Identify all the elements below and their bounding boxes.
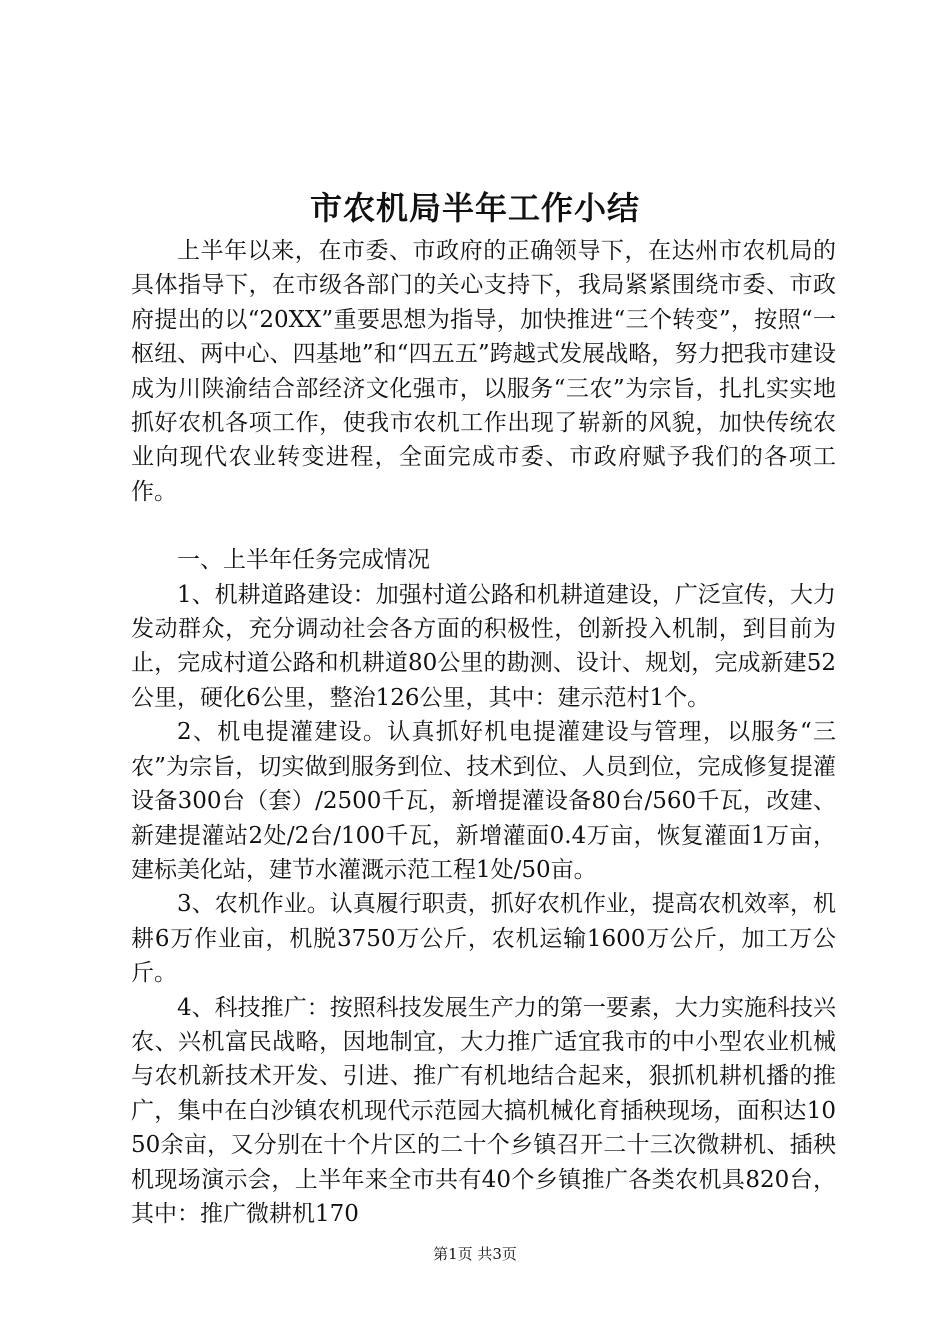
- item-irrigation: 2、机电提灌建设。认真抓好机电提灌建设与管理，以服务“三农”为宗旨，切实做到服务到位、技术到位、人员到位，完成修复提灌设备300台（套）/2500千瓦，新增提灌设备80台/560千瓦，改建、新建提灌站2处/2台/100千瓦，新增灌面0.4万亩，恢复灌面1万亩，建标美化站，建节水灌溉示范工程1处/50亩。: [131, 719, 836, 883]
- page-title: 市农机局半年工作小结: [309, 189, 640, 227]
- item-road-construction: 1、机耕道路建设：加强村道公路和机耕道建设，广泛宣传，大力发动群众，充分调动社会各方面的积极性，创新投入机制，到目前为止，完成村道公路和机耕道80公里的勘测、设计、规划，完成新建52公里，硬化6公里，整治126公里，其中：建示范村1个。: [131, 581, 836, 711]
- paragraph-gap: [131, 509, 836, 543]
- section-heading: 一、上半年任务完成情况: [177, 547, 430, 574]
- page-footer: 第1页 共3页: [433, 1245, 517, 1263]
- intro-paragraph: 上半年以来，在市委、市政府的正确领导下，在达州市农机局的具体指导下，在市级各部门的关心支持下，我局紧紧围绕市委、市政府提出的以“20XX”重要思想为指导，加快推进“三个转变”，按照“一枢纽、两中心、四基地”和“四五五”跨越式发展战略，努力把我市建设成为川陕渝结合部经济文化强市，以服务“三农”为宗旨，扎扎实实地抓好农机各项工作，使我市农机工作出现了崭新的风貌，加快传统农业向现代农业转变进程，全面完成市委、市政府赋予我们的各项工作。: [131, 238, 836, 505]
- item-tech-promotion: 4、科技推广：按照科技发展生产力的第一要素，大力实施科技兴农、兴机富民战略，因地制宜，大力推广适宜我市的中小型农业机械与农机新技术开发、引进、推广有机地结合起来，狠抓机耕机播的推广，集中在白沙镇农机现代示范园大搞机械化育插秧现场，面积达1050余亩，又分别在十个片区的二十个乡镇召开二十三次微耕机、插秧机现场演示会，上半年来全市共有40个乡镇推广各类农机具820台，其中：推广微耕机170: [131, 994, 836, 1227]
- item-machine-operations: 3、农机作业。认真履行职责，抓好农机作业，提高农机效率，机耕6万作业亩，机脱3750万公斤，农机运输1600万公斤，加工万公斤。: [131, 891, 836, 987]
- document-body: [131, 234, 836, 1231]
